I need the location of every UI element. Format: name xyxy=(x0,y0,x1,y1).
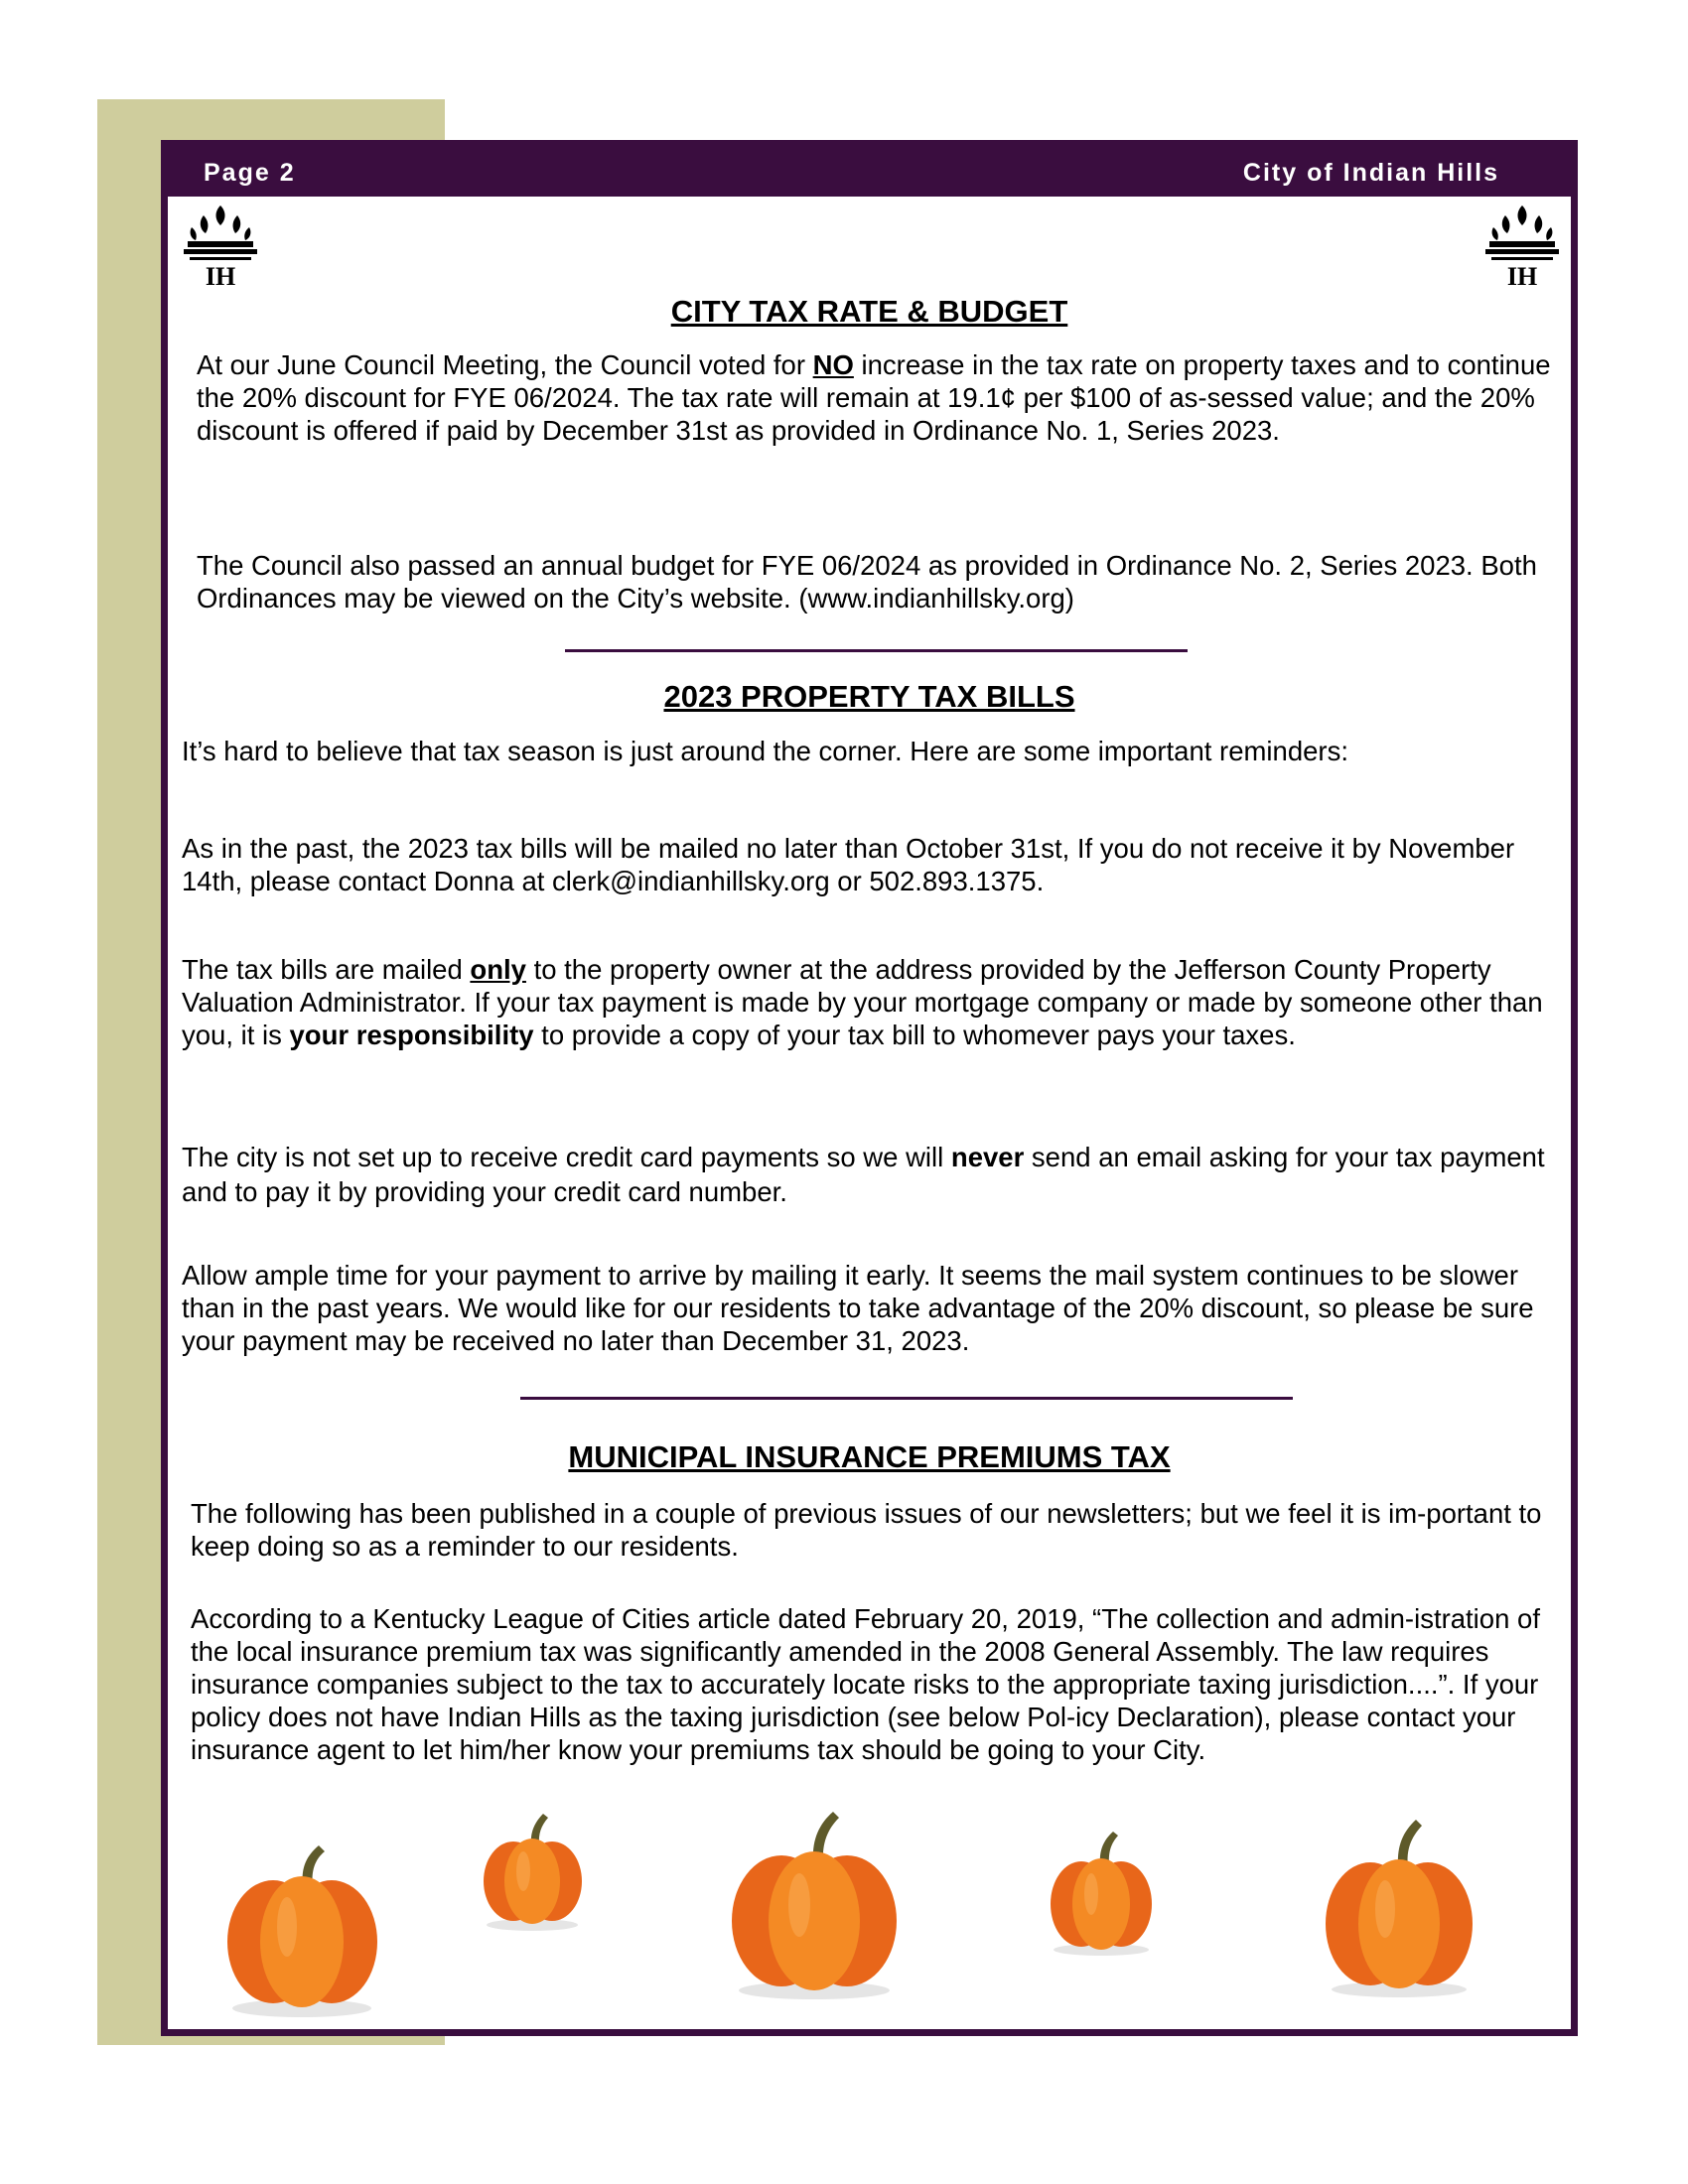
pumpkin-decoration xyxy=(168,1800,1571,2023)
city-name: City of Indian Hills xyxy=(1242,159,1499,187)
pumpkin-icon xyxy=(720,1800,909,2003)
credit-card-paragraph: The city is not set up to receive credit card payments so we will never send an email asking for your tax payment and to pay it by providing your credit card number. xyxy=(182,1142,1545,1207)
emphasis-no: NO xyxy=(812,349,854,380)
owner-responsibility-paragraph: The tax bills are mailed only to the property owner at the address provided by the Jefferson County Property Valuation Administrator. If your tax payment is made by your mortgage company or made by someone other than you, it is your responsibility to provide a copy of your tax bill to whomever pays your taxes. xyxy=(182,954,1543,1050)
pumpkin-icon xyxy=(1315,1808,1483,2001)
page-header xyxy=(168,147,1571,197)
kentucky-league-paragraph: According to a Kentucky League of Cities article dated February 20, 2019, “The collection and admin-istration of the local insurance premium tax was significantly amended in the 2008 General Assembly. The law requires insurance companies subject to the tax to accurately locate risks to the appropriate taxing jurisdiction....”. If your policy does not have Indian Hills as the taxing jurisdiction (see below Pol-icy Declaration), please contact your insurance agent to let him/her know your premiums tax should be going to your City. xyxy=(191,1603,1540,1765)
section-title-property-tax-bills: 2023 PROPERTY TAX BILLS xyxy=(663,679,1075,714)
section-title-insurance-premiums: MUNICIPAL INSURANCE PREMIUMS TAX xyxy=(568,1439,1171,1474)
section-divider xyxy=(565,649,1188,652)
mailing-paragraph: As in the past, the 2023 tax bills will be mailed no later than October 31st, If you do not receive it by November 14th, please contact Donna at clerk@indianhillsky.org or 502.893.1375. xyxy=(182,833,1515,896)
page-number: Page 2 xyxy=(204,159,296,187)
section-divider xyxy=(520,1397,1293,1400)
budget-paragraph: The Council also passed an annual budget for FYE 06/2024 as provided in Ordinance No. 2, Series 2023. Both Ordinances may be viewed on the City’s website. (www.indianhillsky.org) xyxy=(197,550,1537,614)
section-title-tax-rate: CITY TAX RATE & BUDGET xyxy=(670,294,1068,329)
emphasis-only: only xyxy=(470,954,526,985)
mail-early-paragraph: Allow ample time for your payment to arrive by mailing it early. It seems the mail system continues to be slower than in the past years. We would like for our residents to take advantage of the 20% discount, so please be sure your payment may be received no later than December 31, 2023. xyxy=(182,1260,1534,1356)
city-logo-icon xyxy=(1483,202,1561,289)
pumpkin-icon xyxy=(1042,1820,1161,1959)
city-logo-icon xyxy=(182,202,259,289)
pumpkin-icon xyxy=(215,1828,389,2021)
logo-text: IH xyxy=(205,262,236,289)
reminders-intro: It’s hard to believe that tax season is just around the corner. Here are some important reminders: xyxy=(182,736,1348,766)
logo-text: IH xyxy=(1506,262,1538,289)
page-frame xyxy=(161,140,1578,2036)
pumpkin-icon xyxy=(476,1804,590,1933)
emphasis-your-responsibility: your responsibility xyxy=(289,1020,534,1050)
insurance-intro-paragraph: The following has been published in a couple of previous issues of our newsletters; but we feel it is im-portant to keep doing so as a reminder to our residents. xyxy=(191,1498,1542,1562)
emphasis-never: never xyxy=(950,1142,1025,1172)
tax-rate-paragraph: At our June Council Meeting, the Council voted for NO increase in the tax rate on property taxes and to continue the 20% discount for FYE 06/2024. The tax rate will remain at 19.1¢ per $100 of as-sessed value; and the 20% discount is offered if paid by December 31st as provided in Ordinance No. 1, Series 2023. xyxy=(197,349,1551,446)
